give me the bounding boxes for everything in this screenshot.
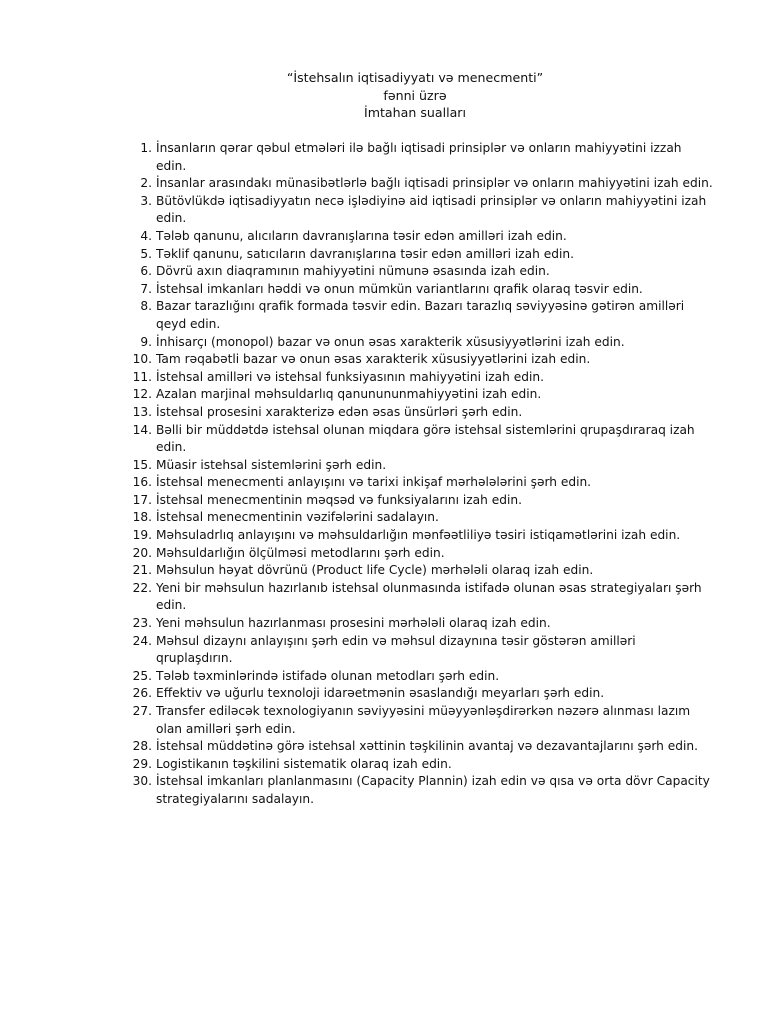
question-number: 13. [132,404,152,419]
question-text: Məhsuladrlıq anlayışını və məhsuldarlığın mənfəətliliyə təsiri istiqamətlərini izah edin. [156,528,681,543]
question-item [128,580,713,615]
question-number: 5. [140,246,152,261]
question-item [128,509,713,527]
question-number: 10. [132,352,152,367]
question-item [128,351,713,369]
question-item [128,281,713,299]
question-text: İstehsal imkanları planlanmasını (Capacity Plannin) izah edin və qısa və orta dövr Capacity strategiyalarını sadalayın. [156,774,710,806]
question-number: 1. [140,141,152,155]
course-title: “İstehsalın iqtisadiyyatı və menecmenti” [286,70,544,85]
question-number: 9. [140,334,152,349]
question-list [128,140,713,809]
question-item [128,386,713,404]
question-number: 30. [132,774,152,789]
question-text: Yeni bir məhsulun hazırlanıb istehsal olunmasında istifadə olunan əsas strategiyaları şərh edin. [156,580,702,613]
question-number: 29. [132,756,152,771]
question-text: Bazar tarazlığını qrafik formada təsvir edin. Bazarı tarazlıq səviyyəsinə gətirən amilləri qeyd edin. [156,299,685,331]
question-text: Məhsulun həyat dövrünü (Product life Cycle) mərhələli olaraq izah edin. [156,563,594,578]
question-text: İstehsal amilləri və istehsal funksiyasının mahiyyətini izah edin. [156,369,544,384]
question-text: Məhsul dizaynı anlayışını şərh edin və məhsul dizaynına təsir göstərən amilləri qruplaşdırın. [156,633,636,666]
question-text: Dövrü axın diaqramının mahiyyətini nümunə əsasında izah edin. [156,264,550,279]
question-text: Tələb təxminlərində istifadə olunan metodları şərh edin. [156,668,500,683]
question-item [128,140,713,175]
question-text: Tələb qanunu, alıcıların davranışlarına təsir edən amilləri izah edin. [156,228,567,243]
question-text: Transfer ediləcək texnologiyanın səviyyəsini müəyyənləşdirərkən nəzərə alınması lazım olan amilləri şərh edin. [156,704,691,736]
question-text: Yeni məhsulun hazırlanması prosesini mərhələli olaraq izah edin. [156,616,551,631]
question-number: 14. [132,422,152,437]
question-item [128,703,713,738]
question-item [128,615,713,633]
course-subtitle: fənni üzrə [383,87,447,103]
question-number: 6. [140,264,152,279]
question-text: Müasir istehsal sistemlərini şərh edin. [156,457,387,472]
question-number: 12. [132,387,152,402]
question-item [128,334,713,352]
question-item [128,562,713,580]
question-text: İstehsal imkanları həddi və onun mümkün variantlarını qrafik olaraq təsvir edin. [156,281,643,296]
question-number: 19. [132,528,152,543]
question-text: İnsanların qərar qəbul etmələri ilə bağlı iqtisadi prinsiplər və onların mahiyyətini izzah edin. [156,141,682,173]
question-text: İstehsal menecmenti anlayışını və tarixi inkişaf mərhələlərini şərh edin. [156,475,592,490]
question-text: İstehsal menecmentinin vəzifələrini sadalayın. [156,510,439,525]
question-item [128,773,713,808]
question-number: 21. [132,563,152,578]
question-number: 20. [132,545,152,560]
question-number: 11. [132,369,152,384]
question-text: İstehsal prosesini xarakterizə edən əsas ünsürləri şərh edin. [156,404,523,419]
question-number: 24. [132,633,152,648]
question-item [128,263,713,281]
question-text: İstehsal menecmentinin məqsəd və funksiyalarını izah edin. [156,492,522,507]
question-item [128,545,713,563]
question-text: Effektiv və uğurlu texnoloji idarəetmənin əsaslandığı meyarları şərh edin. [156,686,605,701]
question-number: 16. [132,475,152,490]
question-number: 28. [132,739,152,754]
question-item [128,492,713,510]
question-item [128,193,713,228]
question-number: 3. [140,193,152,208]
question-item [128,633,713,668]
question-item [128,685,713,703]
question-number: 17. [132,492,152,507]
question-number: 18. [132,510,152,525]
question-item [128,369,713,387]
question-item [128,298,713,333]
question-text: İstehsal müddətinə görə istehsal xəttinin təşkilinin avantaj və dezavantajlarını şərh edin. [156,739,698,754]
question-item [128,756,713,774]
question-item [128,668,713,686]
question-text: İnsanlar arasındakı münasibətlərlə bağlı iqtisadi prinsiplər və onların mahiyyətini izah edin. [156,176,713,191]
question-item [128,246,713,264]
question-number: 22. [132,580,152,595]
question-item [128,404,713,422]
question-number: 7. [140,281,152,296]
question-number: 2. [140,176,152,191]
question-item [128,457,713,475]
question-number: 27. [132,704,152,718]
exam-questions-heading: İmtahan sualları [364,105,466,120]
question-text: Azalan marjinal məhsuldarlıq qanunununmahiyyətini izah edin. [156,387,542,402]
question-number: 23. [132,616,152,631]
question-item [128,474,713,492]
question-number: 15. [132,457,152,472]
document-header [0,69,768,122]
question-text: Bütövlükdə iqtisadiyyatın necə işlədiyinə aid iqtisadi prinsiplər və onların mahiyyətini izah edin. [156,193,707,226]
question-number: 4. [140,228,152,243]
question-item [128,422,713,457]
question-text: Bəlli bir müddətdə istehsal olunan miqdara görə istehsal sistemlərini qrupaşdıraraq izah edin. [156,422,695,455]
question-text: İnhisarçı (monopol) bazar və onun əsas xarakterik xüsusiyyətlərini izah edin. [156,334,625,349]
question-item [128,175,713,193]
question-text: Logistikanın təşkilini sistematik olaraq izah edin. [156,756,452,771]
question-item [128,228,713,246]
question-text: Məhsuldarlığın ölçülməsi metodlarını şərh edin. [156,545,445,560]
question-text: Təklif qanunu, satıcıların davranışlarına təsir edən amilləri izah edin. [156,246,574,261]
question-item [128,527,713,545]
question-number: 25. [132,668,152,683]
question-number: 26. [132,686,152,701]
question-text: Tam rəqabətli bazar və onun əsas xarakterik xüsusiyyətlərini izah edin. [156,352,591,367]
question-item [128,738,713,756]
question-number: 8. [140,299,152,314]
